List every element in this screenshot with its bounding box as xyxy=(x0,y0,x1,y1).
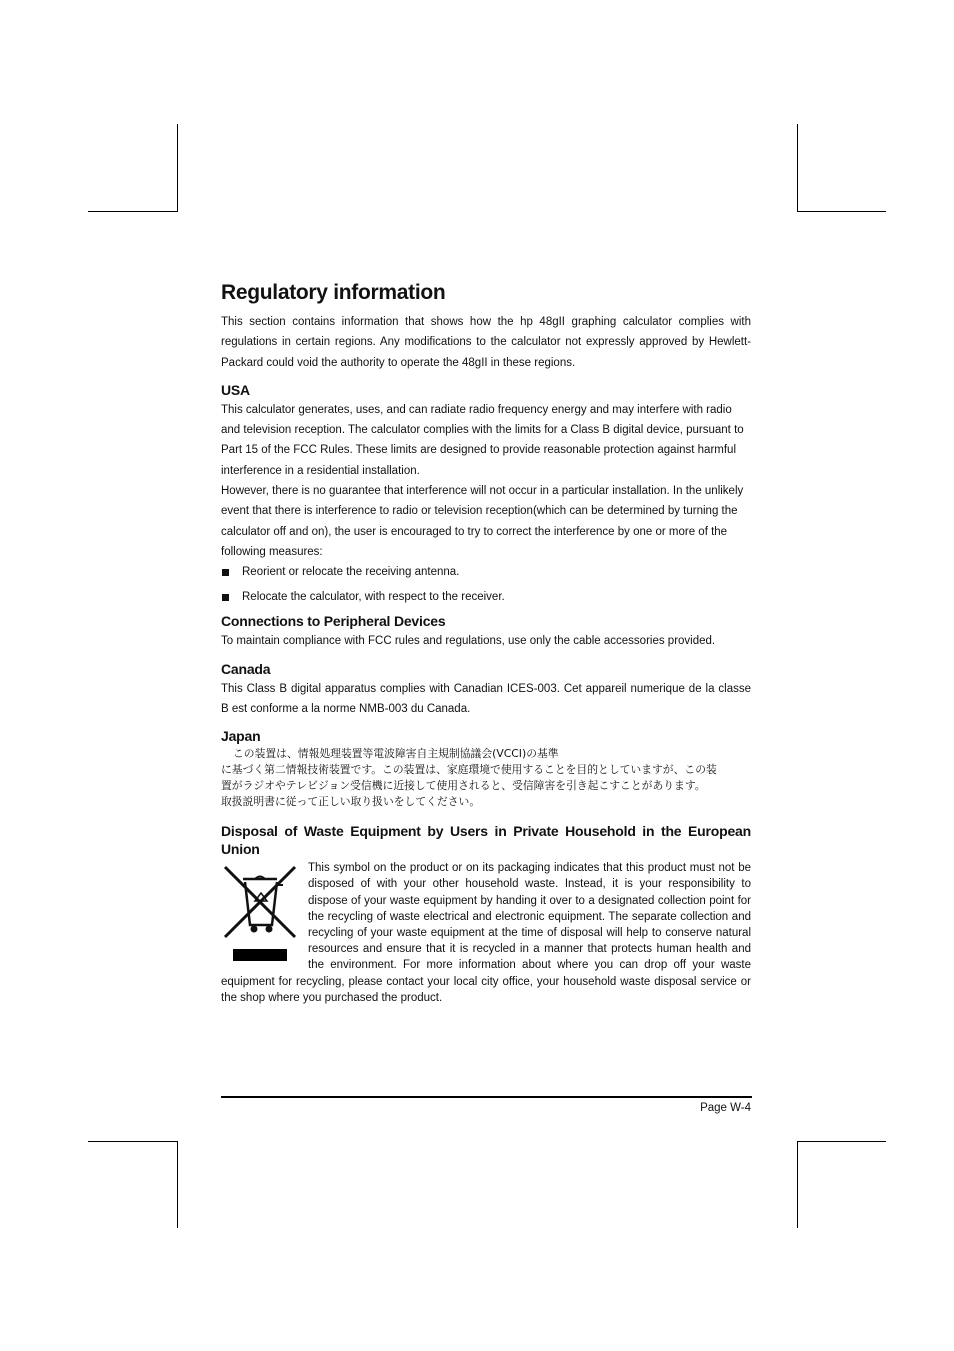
crop-mark-bottom-right-horizontal xyxy=(797,1141,886,1142)
canada-paragraph: This Class B digital apparatus complies with Canadian ICES-003. Cet appareil numerique de la classe B est conforme a la norme NMB-003 du Canada. xyxy=(221,682,751,715)
crop-mark-bottom-left-vertical xyxy=(177,1141,178,1228)
crop-mark-bottom-right-vertical xyxy=(797,1141,798,1228)
japan-text xyxy=(221,746,751,810)
japan-line: この装置は、情報処理装置等電波障害自主規制協議会(VCCI)の基準 xyxy=(233,747,559,761)
disposal-heading: Disposal of Waste Equipment by Users in Private Household in the European Union xyxy=(221,823,751,858)
crossed-out-wheelie-bin-icon xyxy=(221,863,299,965)
usa-measures-list xyxy=(221,562,751,607)
square-bullet-icon xyxy=(222,569,229,576)
crop-mark-top-left-vertical xyxy=(177,124,178,212)
crop-mark-top-right-horizontal xyxy=(797,211,886,212)
disposal-paragraph: This symbol on the product or on its packaging indicates that this product must not be disposed of with your other household waste. Instead, it is your responsibility to dispose of your waste equipment by handing it over to a designated collection point for the recycling of waste electrical and electronic equipment. The separate collection and recycling of your waste equipment at the time of disposal will help to conserve natural resources and ensure that it is recycled in a manner that protects human health and the environment. For more information about where you can drop off your waste equipment for recycling, please contact your local city office, your household waste disposal service or the shop where you purchased the product. xyxy=(221,862,751,1004)
canada-heading: Canada xyxy=(221,660,271,677)
intro-paragraph: This section contains information that shows how the hp 48gII graphing calculator complies with regulations in certain regions. Any modifications to the calculator not expressly approved by Hewlett-Packard could void the authority to operate the 48gII in these regions. xyxy=(221,316,751,369)
usa-paragraph-1: This calculator generates, uses, and can radiate radio frequency energy and may interfere with radio and television reception. The calculator complies with the limits for a Class B digital device, pursuant to Part 15 of the FCC Rules. These limits are designed to provide reasonable protection against harmful interference in a residential installation. xyxy=(221,403,744,477)
peripheral-heading: Connections to Peripheral Devices xyxy=(221,613,446,630)
usa-heading: USA xyxy=(221,381,250,398)
page-content xyxy=(221,280,751,1006)
peripheral-paragraph: To maintain compliance with FCC rules and regulations, use only the cable accessories provided. xyxy=(221,635,716,648)
japan-line: に基づく第二情報技術装置です。この装置は、家庭環境で使用することを目的としていますが、この装 xyxy=(221,763,717,777)
disposal-block xyxy=(221,860,751,1006)
crop-mark-top-left-horizontal xyxy=(88,211,177,212)
japan-heading: Japan xyxy=(221,728,261,745)
page-number: Page W-4 xyxy=(700,1102,751,1114)
list-item: Reorient or relocate the receiving antenna. xyxy=(221,562,751,582)
japan-line: 取扱説明書に従って正しい取り扱いをしてください。 xyxy=(221,795,481,809)
footer-rule xyxy=(221,1096,752,1098)
japan-line: 置がラジオやテレビジョン受信機に近接して使用されると、受信障害を引き起こすことがあります。 xyxy=(221,779,706,793)
list-item: Relocate the calculator, with respect to the receiver. xyxy=(221,587,751,607)
crop-mark-bottom-left-horizontal xyxy=(88,1141,177,1142)
square-bullet-icon xyxy=(222,594,229,601)
crop-mark-top-right-vertical xyxy=(797,124,798,212)
page-title: Regulatory information xyxy=(221,281,446,304)
usa-paragraph-2: However, there is no guarantee that interference will not occur in a particular installation. In the unlikely event that there is interference to radio or television reception(which can be determined by turning the calculator off and on), the user is encouraged to try to correct the interference by one or more of the following measures: xyxy=(221,485,744,558)
